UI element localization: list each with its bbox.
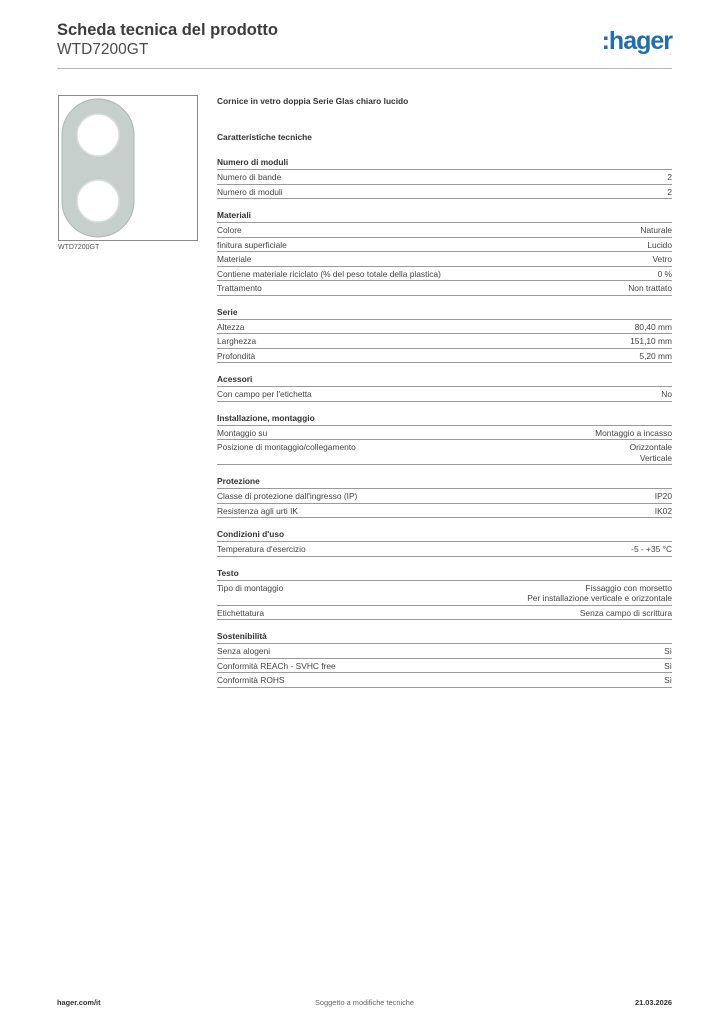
spec-label: Classe di protezione dall'ingresso (IP) [217,491,358,501]
spec-section [217,529,672,557]
spec-label: Contiene materiale riciclato (% del peso totale della plastica) [217,268,441,279]
footer-note: Soggetto a modifiche tecniche [314,998,415,1007]
document-title: Scheda tecnica del prodotto [57,21,278,39]
spec-value-line: Per installazione verticale e orizzontale [527,593,672,603]
spec-sections [217,157,672,688]
spec-value-line: No [661,389,672,399]
section-title: Testo [217,568,672,581]
spec-value [630,442,672,463]
section-title: Materiali [217,210,672,223]
spec-section [217,307,672,364]
spec-label: Materiale [217,254,252,264]
spec-value-line: 5,20 mm [639,350,672,361]
spec-value [630,336,672,347]
section-title: Acessori [217,374,672,387]
spec-label: Trattamento [217,283,262,293]
section-title: Serie [217,307,672,320]
page-footer [57,998,672,1010]
spec-value [580,608,672,619]
spec-section [217,413,672,466]
spec-row [217,542,672,557]
spec-value-line: Non trattato [628,283,672,293]
spec-row [217,504,672,519]
spec-value-line: 151,10 mm [630,336,672,346]
spec-label: Numero di moduli [217,186,283,197]
spec-value [667,187,672,198]
spec-value [628,283,672,294]
spec-value [655,506,672,517]
spec-section [217,568,672,621]
spec-value-line: Sì [664,675,672,685]
spec-value [639,351,672,362]
section-title: Condizioni d'uso [217,529,672,542]
spec-value [664,675,672,686]
section-title: Numero di moduli [217,157,672,170]
spec-value [595,428,672,439]
spec-value-line: Sì [664,646,672,656]
spec-row [217,238,672,253]
spec-section [217,210,672,296]
spec-row [217,170,672,185]
hager-logo: :hager [601,27,672,55]
spec-value-line: IK02 [654,505,672,516]
spec-value-line: Sì [664,660,672,671]
spec-label: Posizione di montaggio/collegamento [217,442,356,452]
spec-label: Conformità ROHS [217,675,285,685]
spec-label: Montaggio su [217,427,268,438]
spec-section [217,157,672,199]
spec-value-line: 2 [667,186,672,197]
spec-row [217,673,672,688]
spec-label: Etichettatura [217,607,265,618]
spec-value-line: Fissaggio con morsetto [585,582,672,593]
spec-section [217,631,672,688]
product-description: Cornice in vetro doppia Serie Glas chiaro lucido [217,96,409,106]
spec-value [631,544,672,555]
spec-label: Con campo per l'etichetta [217,389,312,399]
spec-value-line: 2 [667,172,672,182]
spec-value-line: Lucido [647,239,672,250]
spec-value [640,225,672,236]
spec-row [217,267,672,282]
spec-label: Colore [217,225,242,235]
spec-row [217,644,672,659]
glass-frame-icon [59,96,197,240]
spec-value-line: Vetro [652,254,672,264]
spec-value-line: Naturale [640,225,672,235]
page-header [57,20,672,68]
spec-value [527,583,672,604]
spec-value-line: -5 - +35 °C [631,544,672,554]
spec-row [217,252,672,267]
spec-label: Altezza [217,321,245,332]
spec-value [664,646,672,657]
footer-date: 21.03.2026 [635,998,672,1007]
spec-value-line: IP20 [654,491,672,501]
spec-row [217,320,672,335]
spec-value [661,389,672,400]
spec-row [217,440,672,465]
spec-label: Conformità REACh - SVHC free [217,660,336,671]
spec-label: Tipo di montaggio [217,582,284,593]
spec-row [217,334,672,349]
spec-label: finitura superficiale [217,239,287,250]
spec-value [667,172,672,183]
spec-row [217,606,672,621]
header-divider [57,68,672,69]
spec-value [635,322,672,333]
spec-label: Senza alogeni [217,646,271,656]
spec-value-line: Verticale [639,452,672,463]
spec-value [658,269,672,280]
spec-value-line: Montaggio a incasso [595,427,672,438]
spec-row [217,581,672,606]
specs-heading: Caratteristiche tecniche [217,132,312,142]
section-title: Installazione, montaggio [217,413,672,426]
spec-row [217,426,672,441]
spec-value-line: 0 % [657,268,672,279]
spec-section [217,476,672,518]
spec-value-line: 80,40 mm [634,321,672,332]
spec-row [217,489,672,504]
spec-value-line: Senza campo di scrittura [579,607,672,618]
spec-row [217,281,672,296]
spec-content [217,95,672,699]
spec-value [664,661,672,672]
spec-value [647,240,672,251]
image-caption: WTD7200GT [58,244,100,251]
spec-row [217,387,672,402]
spec-label: Numero di bande [217,172,282,182]
spec-section [217,374,672,402]
spec-label: Resistenza agli urti IK [217,505,298,516]
section-title: Sostenibilità [217,631,672,644]
spec-value [655,491,672,502]
product-code: WTD7200GT [57,41,149,58]
section-title: Protezione [217,476,672,489]
footer-website: hager.com/it [57,998,101,1007]
spec-row [217,659,672,674]
spec-row [217,349,672,364]
spec-value [652,254,672,265]
product-image [58,95,198,241]
spec-label: Temperatura d'esercizio [217,544,306,554]
spec-row [217,223,672,238]
spec-value-line: Orizzontale [629,442,672,452]
spec-row [217,185,672,200]
spec-label: Larghezza [217,336,257,346]
spec-label: Profondità [217,350,256,361]
